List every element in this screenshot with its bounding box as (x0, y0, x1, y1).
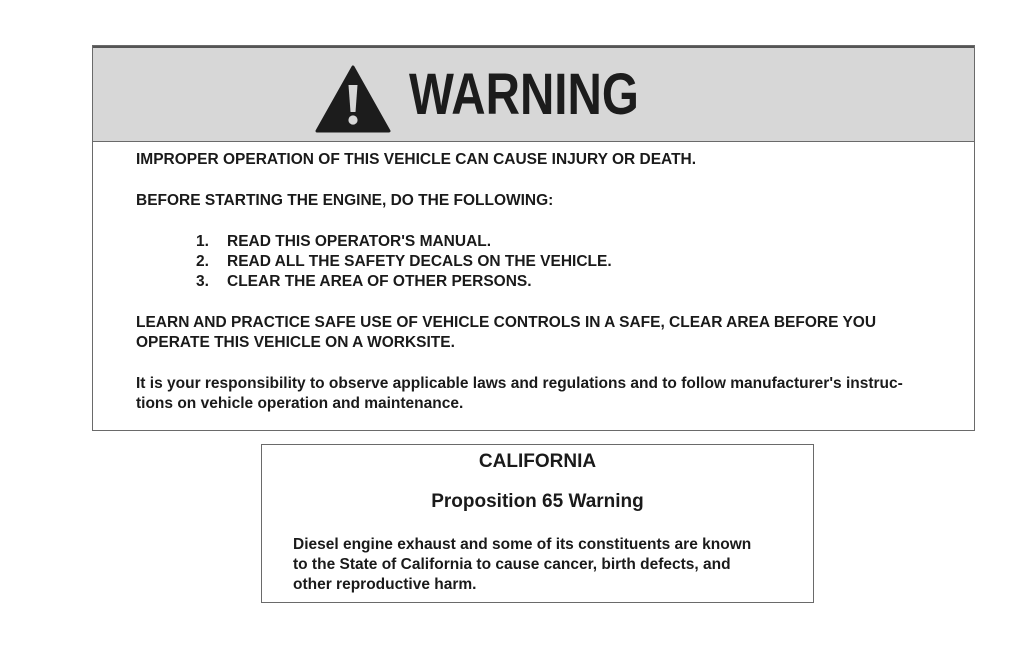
step-text: CLEAR THE AREA OF OTHER PERSONS. (227, 273, 532, 290)
california-prop65-panel (261, 444, 814, 603)
warning-responsibility-line-1: It is your responsibility to observe applicable laws and regulations and to follow manufacturer's instruc- (136, 375, 903, 392)
warning-header (93, 46, 974, 142)
warning-responsibility-line-2: tions on vehicle operation and maintenance. (136, 395, 464, 412)
warning-title: WARNING (409, 62, 639, 127)
prop65-text-line-1: Diesel engine exhaust and some of its constituents are known (293, 536, 752, 553)
step-number: 3. (196, 273, 209, 290)
step-text: READ ALL THE SAFETY DECALS ON THE VEHICLE. (227, 253, 612, 270)
step-number: 2. (196, 253, 209, 270)
california-title: CALIFORNIA (478, 451, 597, 472)
step-number: 1. (196, 233, 209, 250)
warning-learn-line-2: OPERATE THIS VEHICLE ON A WORKSITE. (136, 334, 455, 351)
prop65-text-line-2: to the State of California to cause cancer, birth defects, and (293, 556, 731, 573)
step-text: READ THIS OPERATOR'S MANUAL. (227, 233, 492, 250)
prop65-text-line-3: other reproductive harm. (293, 576, 477, 593)
warning-line-before-starting: BEFORE STARTING THE ENGINE, DO THE FOLLOWING: (136, 192, 554, 209)
warning-learn-line-1: LEARN AND PRACTICE SAFE USE OF VEHICLE CONTROLS IN A SAFE, CLEAR AREA BEFORE YOU (136, 314, 877, 331)
warning-panel (92, 45, 975, 431)
prop65-subtitle: Proposition 65 Warning (431, 491, 644, 512)
warning-line-injury: IMPROPER OPERATION OF THIS VEHICLE CAN CAUSE INJURY OR DEATH. (136, 151, 697, 168)
warning-triangle-icon (315, 65, 391, 133)
